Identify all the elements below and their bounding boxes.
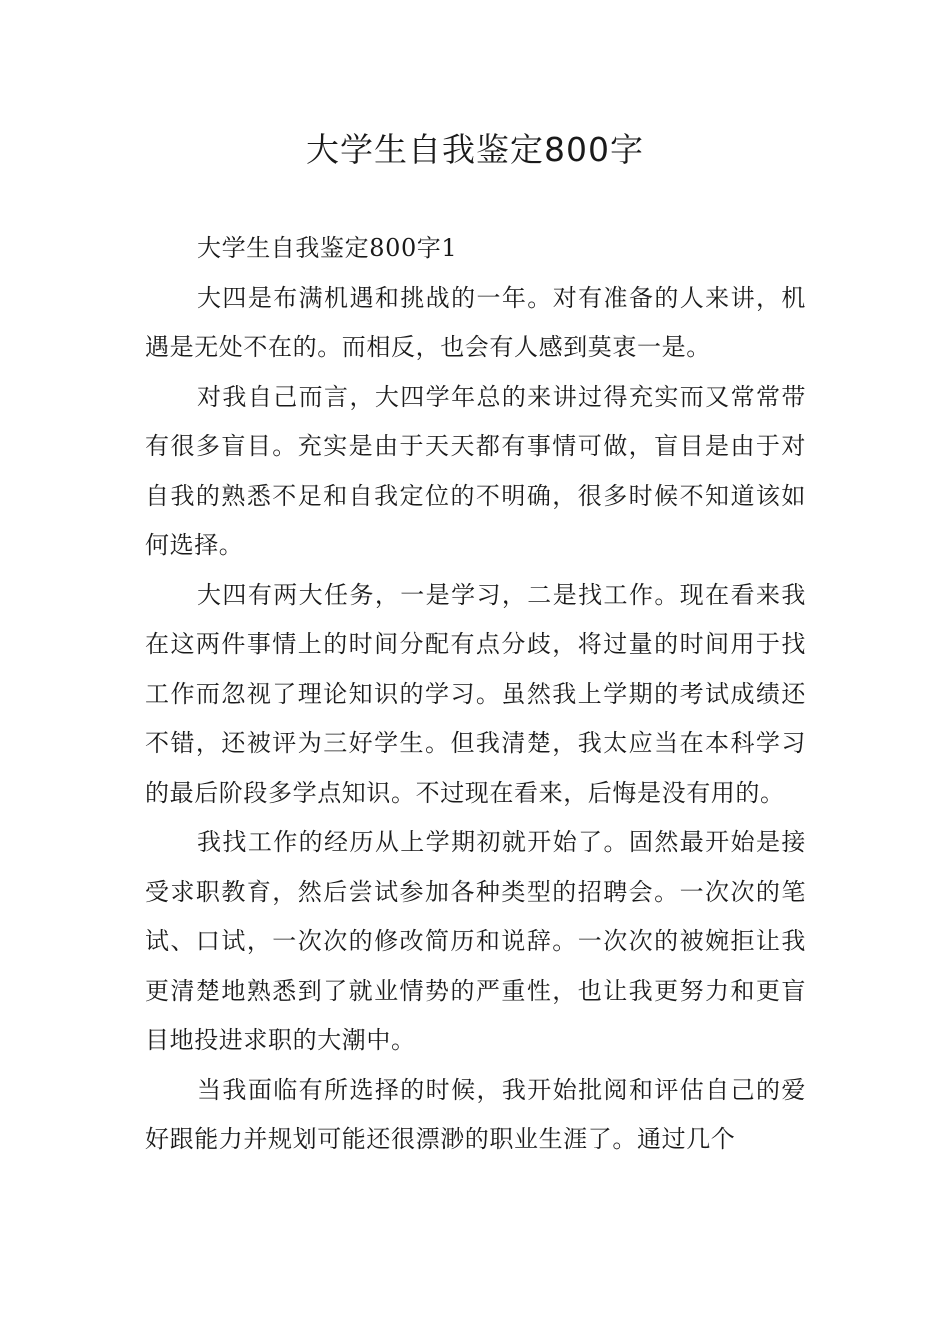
paragraph: 对我自己而言，大四学年总的来讲过得充实而又常常带有很多盲目。充实是由于天天都有事情可做，盲目是由于对自我的熟悉不足和自我定位的不明确，很多时候不知道该如何选择。 — [145, 382, 806, 559]
paragraph: 我找工作的经历从上学期初就开始了。固然最开始是接受求职教育，然后尝试参加各种类型的招聘会。一次次的笔试、口试，一次次的修改简历和说辞。一次次的被婉拒让我更清楚地熟悉到了就业情势的严重性，也让我更努力和更盲目地投进求职的大潮中。 — [145, 828, 806, 1054]
paragraph-heading: 大学生自我鉴定800字1 — [197, 234, 458, 262]
document-title: 大学生自我鉴定800字 — [306, 130, 644, 169]
paragraph: 大四有两大任务，一是学习，二是找工作。现在看来我在这两件事情上的时间分配有点分歧，将过量的时间用于找工作而忽视了理论知识的学习。虽然我上学期的考试成绩还不错，还被评为三好学生。但我清楚，我太应当在本科学习的最后阶段多学点知识。不过现在看来，后悔是没有用的。 — [145, 580, 806, 807]
document-body — [145, 224, 806, 1165]
paragraph: 当我面临有所选择的时候，我开始批阅和评估自己的爱好跟能力并规划可能还很漂渺的职业生涯了。通过几个 — [145, 1075, 806, 1153]
paragraph: 大四是布满机遇和挑战的一年。对有准备的人来讲，机遇是无处不在的。而相反，也会有人感到莫衷一是。 — [145, 283, 806, 361]
